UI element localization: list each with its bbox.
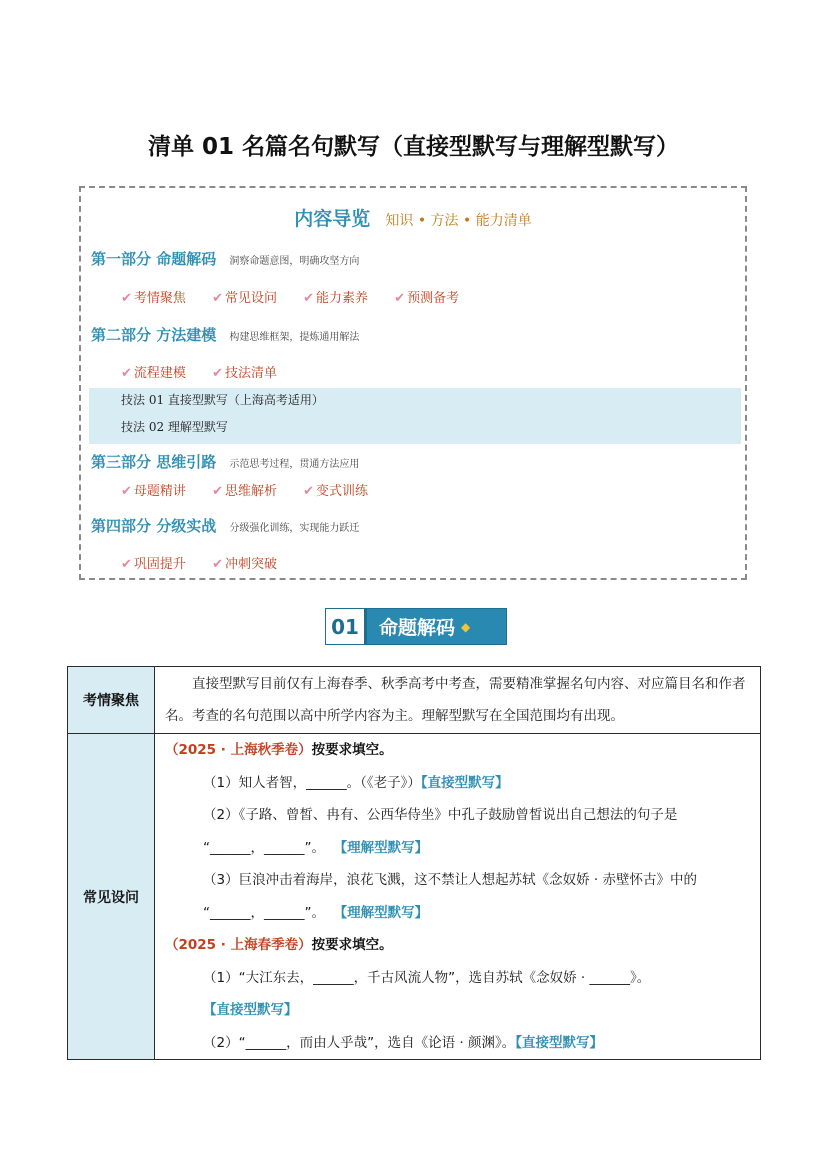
part-2-items <box>121 362 299 381</box>
question-type-tag: 【直接型默写】 <box>515 1034 603 1051</box>
check-icon: ✔ <box>212 291 223 306</box>
method-list <box>89 388 741 444</box>
exam-instruction: 按要求填空。 <box>311 937 393 953</box>
diamond-icon: ◆ <box>461 619 471 634</box>
check-item: ✔ 流程建模 <box>121 366 186 381</box>
question-line: “______，______”。 【理解型默写】 <box>203 839 429 856</box>
check-item: ✔ 预测备考 <box>394 291 460 306</box>
row-content <box>155 734 761 1060</box>
question-line: （1）“大江东去，______，千古风流人物”，选自苏轼《念奴娇 · ______》。 <box>203 969 651 986</box>
document-title: 清单 01 名篇名句默写（直接型默写与理解型默写） <box>147 134 680 160</box>
question-line: （2）《子路、曾皙、冉有、公西华侍坐》中孔子鼓励曾皙说出自己想法的句子是 <box>203 807 678 823</box>
section-banner <box>325 608 507 645</box>
method-item: 技法 01 直接型默写（上海高考适用） <box>121 393 324 407</box>
part-4-title <box>91 515 359 536</box>
question-type-tag: 【理解型默写】 <box>333 904 429 921</box>
check-item: ✔ 思维解析 <box>212 484 277 499</box>
part-name: 第四部分 分级实战 <box>91 517 217 535</box>
question-line: （3）巨浪冲击着海岸，浪花飞溅，这不禁让人想起苏轼《念奴娇 · 赤壁怀古》中的 <box>203 872 697 888</box>
check-item: ✔ 冲刺突破 <box>212 557 277 572</box>
check-icon: ✔ <box>394 291 406 306</box>
guide-header <box>81 204 745 231</box>
section-title: 命题解码 ◆ <box>367 609 506 644</box>
exam-source: （2025 · 上海春季卷） <box>165 937 312 953</box>
content-guide-box <box>79 186 747 580</box>
row-label: 常见设问 <box>68 734 155 1060</box>
part-desc: 构建思维框架，提炼通用解法 <box>229 332 360 343</box>
part-1-items <box>121 287 481 306</box>
check-icon: ✔ <box>121 366 132 381</box>
question-line <box>165 994 752 1027</box>
part-desc: 分级强化训练，实现能力跃迁 <box>229 523 360 534</box>
info-table <box>67 666 761 1060</box>
check-item: ✔ 技法清单 <box>212 366 277 381</box>
table-row <box>68 667 761 734</box>
part-2-title <box>91 324 359 345</box>
part-name: 第三部分 思维引路 <box>91 453 217 471</box>
row-label: 考情聚焦 <box>68 667 155 734</box>
check-icon: ✔ <box>121 484 132 499</box>
check-icon: ✔ <box>212 366 223 381</box>
question-type-tag: 【理解型默写】 <box>333 839 429 856</box>
section-number: 01 <box>326 609 367 644</box>
table-row <box>68 734 761 1060</box>
guide-subtitle: 知识 • 方法 • 能力清单 <box>385 213 532 229</box>
check-icon: ✔ <box>121 291 132 306</box>
check-icon: ✔ <box>212 557 223 572</box>
question-line: “______，______”。 【理解型默写】 <box>203 904 429 921</box>
part-3-items <box>121 480 390 499</box>
exam-source-line <box>165 929 752 962</box>
check-item: ✔ 母题精讲 <box>121 484 186 499</box>
exam-source: （2025 · 上海秋季卷） <box>165 742 312 758</box>
guide-title: 内容导览 <box>294 208 371 230</box>
check-item: ✔ 考情聚焦 <box>121 291 186 306</box>
check-icon: ✔ <box>121 557 132 572</box>
part-name: 第一部分 命题解码 <box>91 250 217 268</box>
check-item: ✔ 常见设问 <box>212 291 277 306</box>
exam-source-line <box>165 734 752 767</box>
question-type-tag: 【直接型默写】 <box>203 1002 298 1018</box>
question-type-tag: 【直接型默写】 <box>420 774 509 791</box>
check-icon: ✔ <box>303 484 315 499</box>
question-line: （2）“______，而由人乎哉”，选自《论语 · 颜渊》。【直接型默写】 <box>203 1034 603 1051</box>
part-desc: 洞察命题意图，明确攻坚方向 <box>229 256 360 267</box>
part-desc: 示范思考过程，贯通方法应用 <box>229 459 360 470</box>
check-item: ✔ 能力素养 <box>303 291 369 306</box>
check-icon: ✔ <box>303 291 315 306</box>
check-item: ✔ 巩固提升 <box>121 557 186 572</box>
check-item: ✔ 变式训练 <box>303 484 369 499</box>
part-3-title <box>91 451 359 472</box>
exam-instruction: 按要求填空。 <box>311 742 393 758</box>
part-name: 第二部分 方法建模 <box>91 326 217 344</box>
focus-text: 直接型默写目前仅有上海春季、秋季高考中考查，需要精准掌握名句内容、对应篇目名和作者名。考查的名句范围以高中所学内容为主。理解型默写在全国范围均有出现。 <box>165 675 746 724</box>
question-line: （1）知人者智，______。（《老子》）【直接型默写】 <box>203 774 509 791</box>
check-icon: ✔ <box>212 484 223 499</box>
part-1-title <box>91 248 359 269</box>
part-4-items <box>121 553 299 572</box>
row-content <box>155 667 761 734</box>
method-item: 技法 02 理解型默写 <box>121 420 228 434</box>
